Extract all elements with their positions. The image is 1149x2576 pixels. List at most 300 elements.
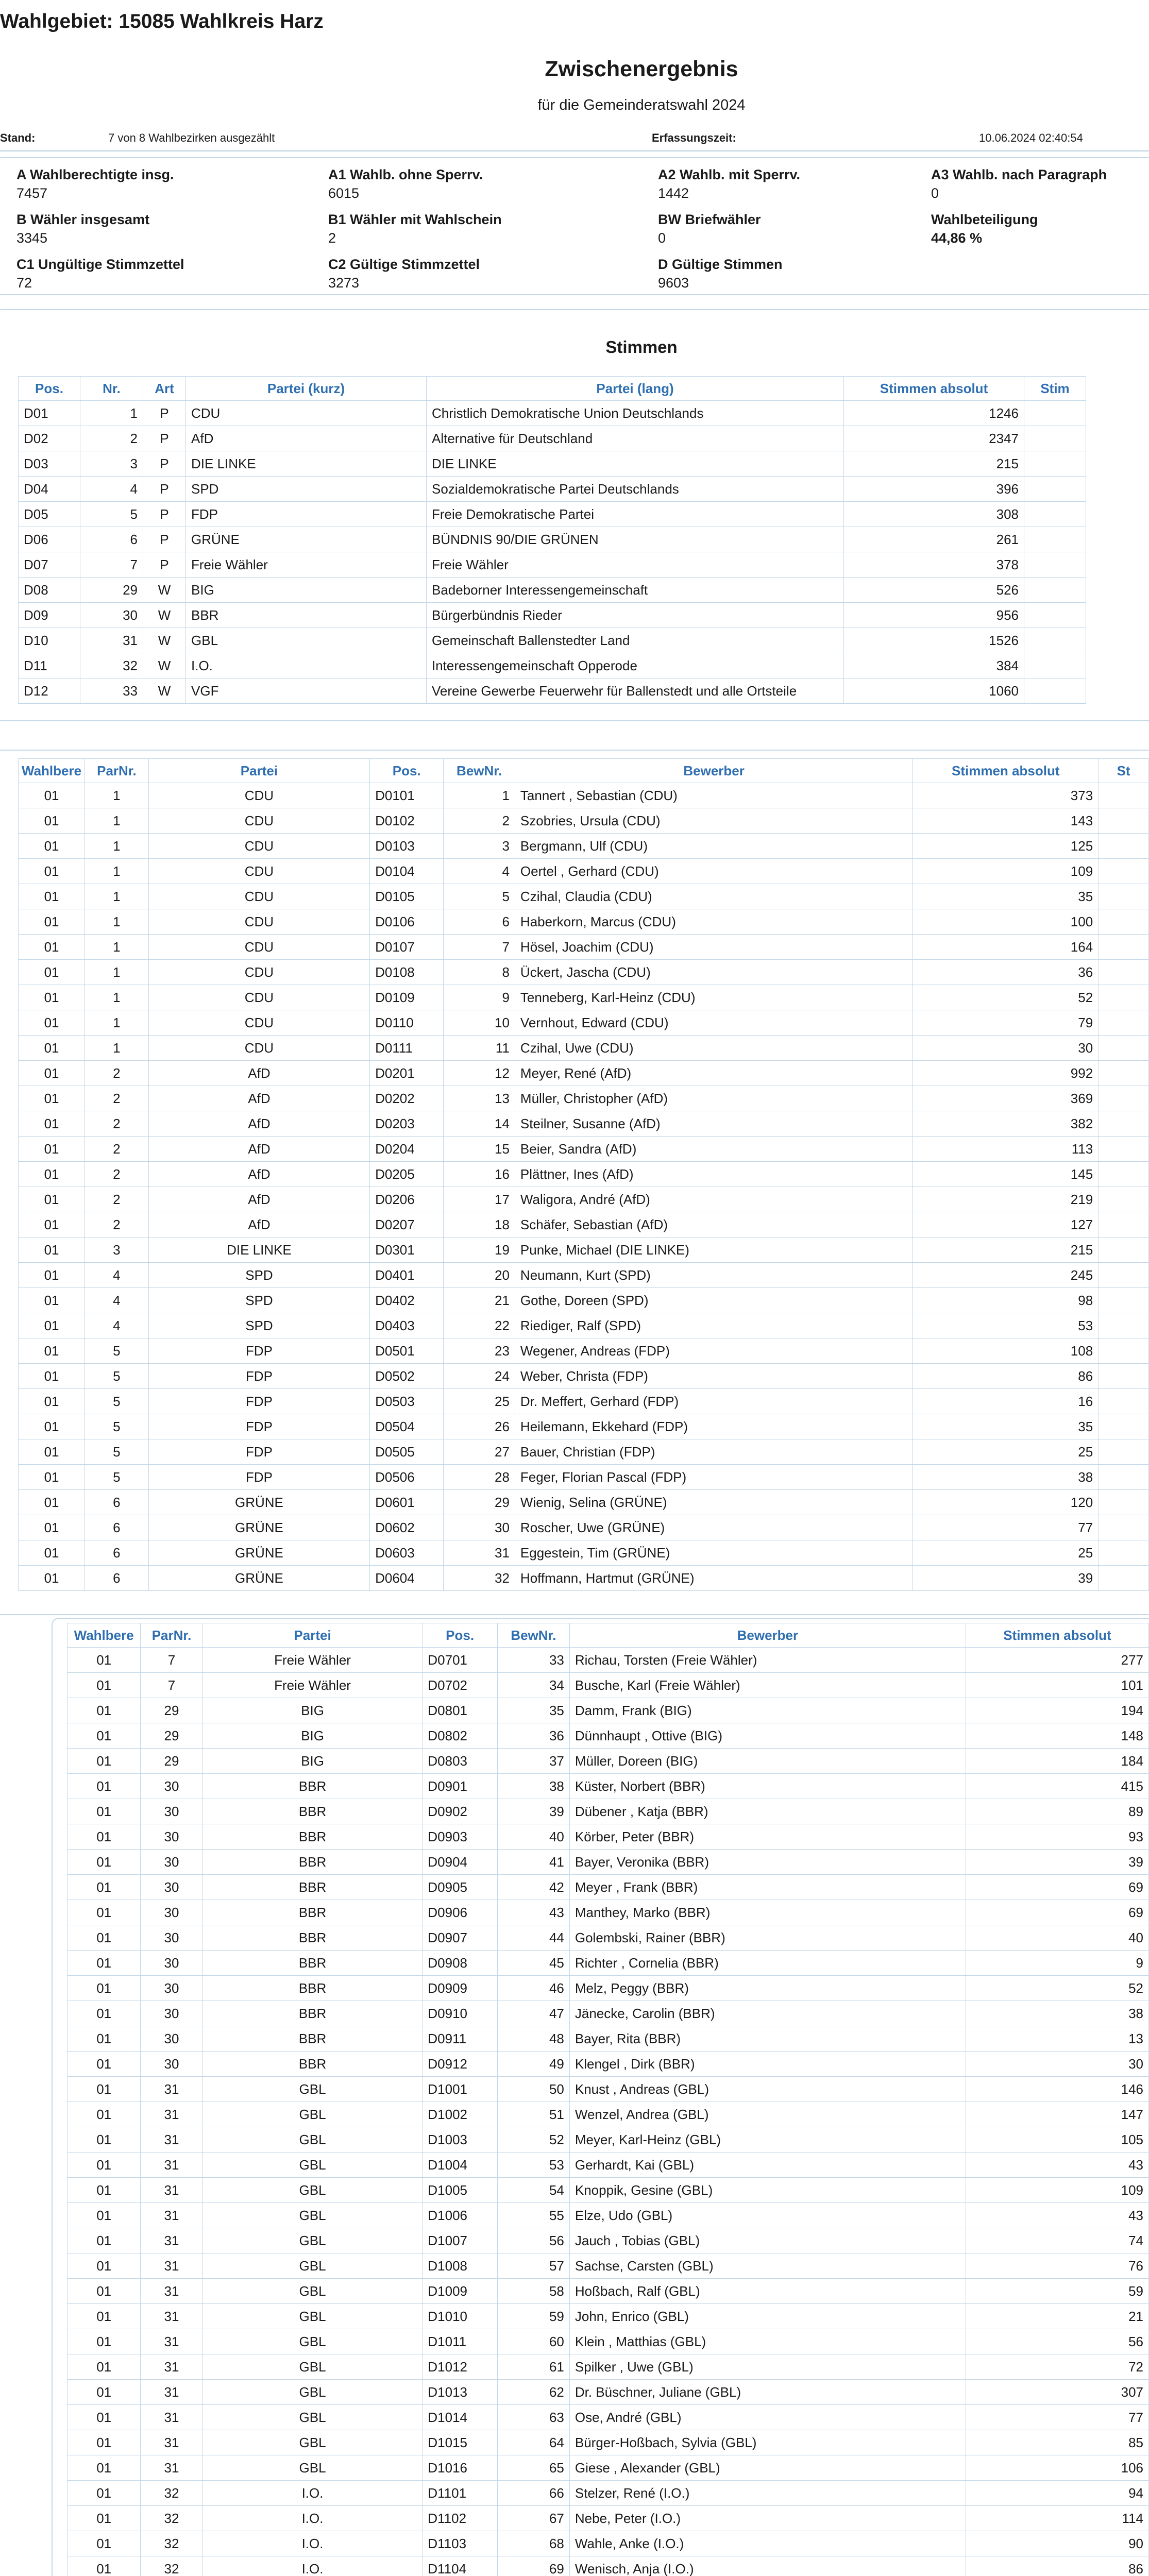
table-cell: Riediger, Ralf (SPD) bbox=[515, 1313, 913, 1338]
table-cell: 31 bbox=[141, 2178, 202, 2203]
table-cell: 8 bbox=[444, 960, 515, 985]
table-cell: GBL bbox=[202, 2178, 423, 2203]
table-cell: 127 bbox=[913, 1212, 1099, 1238]
table-row bbox=[19, 578, 1086, 603]
table-cell: D0108 bbox=[370, 960, 444, 985]
overview-label: B Wähler insgesamt bbox=[16, 212, 150, 227]
table-cell: Wahle, Anke (I.O.) bbox=[569, 2531, 966, 2556]
table-cell: 6 bbox=[85, 1490, 149, 1515]
overview-value: 0 bbox=[658, 230, 666, 246]
overview-cell bbox=[931, 165, 1149, 210]
overview-label: A2 Wahlb. mit Sperrv. bbox=[658, 167, 801, 182]
table-cell: 1 bbox=[85, 1010, 149, 1036]
table-cell: Freie Wähler bbox=[202, 1648, 423, 1673]
table-cell-empty bbox=[1099, 1490, 1149, 1515]
bewerber-table-1 bbox=[18, 758, 1149, 1591]
table-cell: D0602 bbox=[370, 1515, 444, 1540]
table-cell: 01 bbox=[67, 2178, 141, 2203]
table-cell: GBL bbox=[202, 2405, 423, 2430]
table-cell: DIE LINKE bbox=[186, 451, 427, 477]
column-header[interactable]: Wahlbere bbox=[67, 1623, 141, 1648]
table-cell: Tenneberg, Karl-Heinz (CDU) bbox=[515, 985, 913, 1010]
table-cell: 6 bbox=[80, 527, 143, 552]
table-cell: Bürgerbündnis Rieder bbox=[427, 603, 844, 628]
table-cell: GRÜNE bbox=[186, 527, 427, 552]
overview-cell bbox=[328, 165, 658, 210]
table-cell: 308 bbox=[844, 502, 1024, 527]
table-cell: D0109 bbox=[370, 985, 444, 1010]
table-cell: 32 bbox=[141, 2481, 202, 2506]
table-cell: 1 bbox=[85, 884, 149, 909]
table-cell: 50 bbox=[497, 2077, 569, 2102]
table-cell: 01 bbox=[67, 1875, 141, 1900]
column-header[interactable]: Stimmen absolut bbox=[913, 759, 1099, 783]
column-header[interactable]: Partei (lang) bbox=[427, 377, 844, 401]
table-cell: Sozialdemokratische Partei Deutschlands bbox=[427, 477, 844, 502]
table-cell: D10 bbox=[19, 628, 80, 653]
table-cell: 01 bbox=[67, 1900, 141, 1925]
table-cell: CDU bbox=[148, 935, 369, 960]
overview-cell bbox=[931, 255, 1149, 300]
table-cell: D1101 bbox=[423, 2481, 498, 2506]
table-cell: 1 bbox=[85, 985, 149, 1010]
table-cell: 01 bbox=[19, 1465, 85, 1490]
table-cell: 30 bbox=[444, 1515, 515, 1540]
table-cell: Czihal, Claudia (CDU) bbox=[515, 884, 913, 909]
table-cell: 01 bbox=[67, 2253, 141, 2279]
table-cell: Gemeinschaft Ballenstedter Land bbox=[427, 628, 844, 653]
column-header[interactable]: Wahlbere bbox=[19, 759, 85, 783]
table-cell: D0902 bbox=[423, 1799, 498, 1824]
table-cell: 13 bbox=[444, 1086, 515, 1111]
table-cell-empty bbox=[1099, 1540, 1149, 1566]
table-cell: Jänecke, Carolin (BBR) bbox=[569, 2001, 966, 2026]
table-cell: Stelzer, René (I.O.) bbox=[569, 2481, 966, 2506]
table-cell: 29 bbox=[141, 1723, 202, 1749]
table-cell-empty bbox=[1099, 859, 1149, 884]
table-cell-empty bbox=[1024, 502, 1086, 527]
table-cell: 31 bbox=[141, 2153, 202, 2178]
table-cell: SPD bbox=[186, 477, 427, 502]
table-cell: 86 bbox=[913, 1364, 1099, 1389]
table-cell: Szobries, Ursula (CDU) bbox=[515, 808, 913, 834]
table-cell: 39 bbox=[913, 1566, 1099, 1591]
table-row bbox=[67, 2405, 1149, 2430]
table-cell: 01 bbox=[67, 1951, 141, 1976]
table-cell: 48 bbox=[497, 2026, 569, 2052]
table-row bbox=[67, 2001, 1149, 2026]
table-row bbox=[19, 1414, 1149, 1439]
stand-value: 7 von 8 Wahlbezirken ausgezählt bbox=[108, 131, 275, 144]
table-cell: GBL bbox=[202, 2203, 423, 2228]
table-row bbox=[19, 1238, 1149, 1263]
table-cell: John, Enrico (GBL) bbox=[569, 2304, 966, 2329]
table-cell: BIG bbox=[202, 1698, 423, 1723]
overview-cell bbox=[658, 165, 931, 210]
table-cell: D1007 bbox=[423, 2228, 498, 2253]
column-header[interactable]: Pos. bbox=[370, 759, 444, 783]
table-cell: 01 bbox=[19, 985, 85, 1010]
table-cell: D0905 bbox=[423, 1875, 498, 1900]
table-cell: P bbox=[143, 401, 186, 426]
table-cell: VGF bbox=[186, 679, 427, 704]
table-cell: 63 bbox=[497, 2405, 569, 2430]
table-cell: AfD bbox=[148, 1162, 369, 1187]
table-cell: 148 bbox=[966, 1723, 1148, 1749]
table-cell: 74 bbox=[966, 2228, 1148, 2253]
table-cell: D0912 bbox=[423, 2052, 498, 2077]
table-cell: 415 bbox=[966, 1774, 1148, 1799]
table-cell: D0702 bbox=[423, 1673, 498, 1698]
table-cell: CDU bbox=[148, 834, 369, 859]
table-cell: 4 bbox=[85, 1288, 149, 1313]
overview-label: A Wahlberechtigte insg. bbox=[16, 167, 174, 182]
table-cell: I.O. bbox=[202, 2481, 423, 2506]
table-cell: Sachse, Carsten (GBL) bbox=[569, 2253, 966, 2279]
table-cell: 24 bbox=[444, 1364, 515, 1389]
table-cell: Czihal, Uwe (CDU) bbox=[515, 1036, 913, 1061]
table-cell: 384 bbox=[844, 653, 1024, 679]
stand-label: Stand: bbox=[0, 131, 36, 144]
table-cell: FDP bbox=[148, 1465, 369, 1490]
table-cell: 2347 bbox=[844, 426, 1024, 451]
column-header[interactable]: BewNr. bbox=[497, 1623, 569, 1648]
column-header[interactable]: Stim bbox=[1024, 377, 1086, 401]
table-cell: Bergmann, Ulf (CDU) bbox=[515, 834, 913, 859]
table-cell: 4 bbox=[85, 1313, 149, 1338]
table-cell: 10 bbox=[444, 1010, 515, 1036]
table-row bbox=[67, 1900, 1149, 1925]
column-header[interactable]: Partei bbox=[148, 759, 369, 783]
table-cell: D0906 bbox=[423, 1900, 498, 1925]
table-cell-empty bbox=[1099, 1338, 1149, 1364]
table-cell: 01 bbox=[67, 2380, 141, 2405]
table-cell: Oertel , Gerhard (CDU) bbox=[515, 859, 913, 884]
table-cell: 28 bbox=[444, 1465, 515, 1490]
table-cell: 31 bbox=[141, 2329, 202, 2354]
table-cell: 30 bbox=[141, 1875, 202, 1900]
table-cell-empty bbox=[1024, 451, 1086, 477]
table-cell: Roscher, Uwe (GRÜNE) bbox=[515, 1515, 913, 1540]
table-cell: 01 bbox=[19, 935, 85, 960]
table-cell: 57 bbox=[497, 2253, 569, 2279]
table-cell: Steilner, Susanne (AfD) bbox=[515, 1111, 913, 1137]
table-cell: 64 bbox=[497, 2430, 569, 2455]
table-cell: D12 bbox=[19, 679, 80, 704]
table-cell: 42 bbox=[497, 1875, 569, 1900]
table-row bbox=[19, 1036, 1149, 1061]
table-cell: DIE LINKE bbox=[148, 1238, 369, 1263]
table-cell: Knust , Andreas (GBL) bbox=[569, 2077, 966, 2102]
table-cell: Badeborner Interessengemeinschaft bbox=[427, 578, 844, 603]
table-cell: 01 bbox=[67, 1698, 141, 1723]
table-row bbox=[67, 2354, 1149, 2380]
table-cell: D0107 bbox=[370, 935, 444, 960]
table-cell: Bauer, Christian (FDP) bbox=[515, 1439, 913, 1465]
table-row bbox=[19, 1364, 1149, 1389]
table-cell: Klein , Matthias (GBL) bbox=[569, 2329, 966, 2354]
table-cell: 145 bbox=[913, 1162, 1099, 1187]
table-cell: 01 bbox=[19, 1414, 85, 1439]
table-cell: 31 bbox=[141, 2354, 202, 2380]
column-header[interactable]: Bewerber bbox=[515, 759, 913, 783]
table-cell: W bbox=[143, 679, 186, 704]
table-cell: D11 bbox=[19, 653, 80, 679]
table-cell: 01 bbox=[67, 1648, 141, 1673]
table-row bbox=[67, 1774, 1149, 1799]
table-cell: D0911 bbox=[423, 2026, 498, 2052]
table-cell: Damm, Frank (BIG) bbox=[569, 1698, 966, 1723]
column-header[interactable]: Pos. bbox=[19, 377, 80, 401]
table-cell: 1060 bbox=[844, 679, 1024, 704]
table-cell-empty bbox=[1099, 1288, 1149, 1313]
table-cell: D06 bbox=[19, 527, 80, 552]
table-cell: 01 bbox=[19, 1338, 85, 1364]
table-cell: D0301 bbox=[370, 1238, 444, 1263]
column-header[interactable]: ParNr. bbox=[85, 759, 149, 783]
table-cell: D0506 bbox=[370, 1465, 444, 1490]
overview-value: 1442 bbox=[658, 185, 689, 201]
table-cell: 2 bbox=[80, 426, 143, 451]
table-row bbox=[67, 1648, 1149, 1673]
table-row bbox=[19, 527, 1086, 552]
table-cell: D09 bbox=[19, 603, 80, 628]
table-row bbox=[19, 909, 1149, 935]
table-cell: 47 bbox=[497, 2001, 569, 2026]
table-cell: Eggestein, Tim (GRÜNE) bbox=[515, 1540, 913, 1566]
table-cell: 01 bbox=[19, 1010, 85, 1036]
table-cell: 38 bbox=[966, 2001, 1148, 2026]
table-cell: 12 bbox=[444, 1061, 515, 1086]
overview-value: 7457 bbox=[16, 185, 48, 201]
table-cell: 31 bbox=[141, 2102, 202, 2127]
table-cell: D0110 bbox=[370, 1010, 444, 1036]
table-cell: 109 bbox=[966, 2178, 1148, 2203]
table-cell: 25 bbox=[913, 1439, 1099, 1465]
table-cell: 2 bbox=[85, 1137, 149, 1162]
table-cell: 01 bbox=[67, 2430, 141, 2455]
table-cell: CDU bbox=[148, 1010, 369, 1036]
table-cell: 1526 bbox=[844, 628, 1024, 653]
table-cell: 2 bbox=[85, 1086, 149, 1111]
table-row bbox=[67, 2153, 1149, 2178]
table-cell-empty bbox=[1024, 653, 1086, 679]
column-header[interactable]: Bewerber bbox=[569, 1623, 966, 1648]
table-cell: 1 bbox=[85, 909, 149, 935]
column-header[interactable]: BewNr. bbox=[444, 759, 515, 783]
table-cell: 94 bbox=[966, 2481, 1148, 2506]
table-row bbox=[19, 1187, 1149, 1212]
table-cell: 01 bbox=[67, 2127, 141, 2153]
table-cell: 01 bbox=[67, 2001, 141, 2026]
table-cell: 01 bbox=[19, 884, 85, 909]
table-cell: FDP bbox=[148, 1414, 369, 1439]
table-cell: Gothe, Doreen (SPD) bbox=[515, 1288, 913, 1313]
table-cell: 01 bbox=[67, 2203, 141, 2228]
column-header[interactable]: St bbox=[1099, 759, 1149, 783]
column-header[interactable]: Nr. bbox=[80, 377, 143, 401]
table-cell: 32 bbox=[80, 653, 143, 679]
table-cell: Wenisch, Anja (I.O.) bbox=[569, 2556, 966, 2576]
table-row bbox=[19, 783, 1149, 808]
table-cell: 30 bbox=[141, 1900, 202, 1925]
table-cell: 109 bbox=[913, 859, 1099, 884]
table-cell: CDU bbox=[148, 1036, 369, 1061]
table-cell: D0206 bbox=[370, 1187, 444, 1212]
table-cell: Giese , Alexander (GBL) bbox=[569, 2455, 966, 2481]
table-cell: D0401 bbox=[370, 1263, 444, 1288]
column-header[interactable]: ParNr. bbox=[141, 1623, 202, 1648]
table-cell: 2 bbox=[85, 1111, 149, 1137]
table-cell: 01 bbox=[67, 2026, 141, 2052]
column-header[interactable]: Partei bbox=[202, 1623, 423, 1648]
table-cell: Hoßbach, Ralf (GBL) bbox=[569, 2279, 966, 2304]
table-cell: 164 bbox=[913, 935, 1099, 960]
table-cell: 31 bbox=[141, 2253, 202, 2279]
table-cell: 5 bbox=[85, 1338, 149, 1364]
table-cell: Interessengemeinschaft Opperode bbox=[427, 653, 844, 679]
table-cell: 01 bbox=[19, 1187, 85, 1212]
table-cell: BBR bbox=[202, 1875, 423, 1900]
table-cell: GBL bbox=[202, 2102, 423, 2127]
table-row bbox=[19, 1389, 1149, 1414]
table-cell: 72 bbox=[966, 2354, 1148, 2380]
table-cell: 40 bbox=[497, 1824, 569, 1850]
table-cell: 29 bbox=[141, 1749, 202, 1774]
table-cell: 7 bbox=[141, 1648, 202, 1673]
stimmen-table bbox=[18, 376, 1086, 704]
table-cell: 30 bbox=[141, 2052, 202, 2077]
table-cell: 2 bbox=[85, 1187, 149, 1212]
table-cell: 33 bbox=[80, 679, 143, 704]
table-cell: 3 bbox=[80, 451, 143, 477]
table-cell: 01 bbox=[67, 2153, 141, 2178]
table-cell: 125 bbox=[913, 834, 1099, 859]
table-cell: D02 bbox=[19, 426, 80, 451]
table-cell: 1 bbox=[444, 783, 515, 808]
table-cell: 45 bbox=[497, 1951, 569, 1976]
table-cell: D04 bbox=[19, 477, 80, 502]
column-header[interactable]: Stimmen absolut bbox=[844, 377, 1024, 401]
table-cell: CDU bbox=[148, 909, 369, 935]
table-cell: 59 bbox=[497, 2304, 569, 2329]
table-cell: 01 bbox=[67, 2228, 141, 2253]
table-cell: AfD bbox=[148, 1061, 369, 1086]
table-cell: BBR bbox=[202, 1850, 423, 1875]
table-cell: Schäfer, Sebastian (AfD) bbox=[515, 1212, 913, 1238]
table-cell: 53 bbox=[913, 1313, 1099, 1338]
table-row bbox=[19, 1086, 1149, 1111]
table-cell: D07 bbox=[19, 552, 80, 578]
table-cell: 16 bbox=[913, 1389, 1099, 1414]
table-cell: Haberkorn, Marcus (CDU) bbox=[515, 909, 913, 935]
table-cell: GRÜNE bbox=[148, 1515, 369, 1540]
table-cell: 30 bbox=[141, 1951, 202, 1976]
overview-cell bbox=[931, 210, 1149, 255]
table-cell: 105 bbox=[966, 2127, 1148, 2153]
header-divider bbox=[0, 150, 1149, 151]
table-cell: AfD bbox=[148, 1086, 369, 1111]
table-row bbox=[19, 935, 1149, 960]
table-cell: 2 bbox=[85, 1162, 149, 1187]
table-cell: 13 bbox=[966, 2026, 1148, 2052]
overview-label: D Gültige Stimmen bbox=[658, 257, 783, 272]
table-cell: D0102 bbox=[370, 808, 444, 834]
table-cell: D0201 bbox=[370, 1061, 444, 1086]
table-cell: 992 bbox=[913, 1061, 1099, 1086]
table-cell: D0909 bbox=[423, 1976, 498, 2001]
table-cell-empty bbox=[1024, 477, 1086, 502]
column-header[interactable]: Pos. bbox=[423, 1623, 498, 1648]
table-cell: I.O. bbox=[202, 2506, 423, 2531]
table-cell: 01 bbox=[19, 1086, 85, 1111]
table-cell: 37 bbox=[497, 1749, 569, 1774]
table-cell: 55 bbox=[497, 2203, 569, 2228]
overview-label: C1 Ungültige Stimmzettel bbox=[16, 257, 184, 272]
table-cell-empty bbox=[1024, 628, 1086, 653]
bewerber-table-2 bbox=[67, 1623, 1149, 2576]
table-cell: GRÜNE bbox=[148, 1490, 369, 1515]
table-row bbox=[67, 2506, 1149, 2531]
table-cell: 106 bbox=[966, 2455, 1148, 2481]
table-cell: GBL bbox=[202, 2228, 423, 2253]
table-row bbox=[19, 1465, 1149, 1490]
table-cell: 43 bbox=[497, 1900, 569, 1925]
table-cell: 31 bbox=[141, 2430, 202, 2455]
table-cell: 21 bbox=[444, 1288, 515, 1313]
table-cell: 30 bbox=[141, 2001, 202, 2026]
table-cell: 6 bbox=[444, 909, 515, 935]
table-cell: D1005 bbox=[423, 2178, 498, 2203]
table-cell: 01 bbox=[67, 2531, 141, 2556]
table-row bbox=[67, 1850, 1149, 1875]
column-header[interactable]: Stimmen absolut bbox=[966, 1623, 1148, 1648]
table-cell: BÜNDNIS 90/DIE GRÜNEN bbox=[427, 527, 844, 552]
table-cell: D1003 bbox=[423, 2127, 498, 2153]
table-cell: 01 bbox=[67, 1850, 141, 1875]
overview-cell bbox=[16, 165, 328, 210]
table-row bbox=[67, 1951, 1149, 1976]
table-cell: AfD bbox=[148, 1187, 369, 1212]
overview-cell bbox=[658, 255, 931, 300]
table-row bbox=[19, 1162, 1149, 1187]
table-cell: 52 bbox=[966, 1976, 1148, 2001]
table-cell: D1104 bbox=[423, 2556, 498, 2576]
table-cell: Meyer , Frank (BBR) bbox=[569, 1875, 966, 1900]
table-cell: 34 bbox=[497, 1673, 569, 1698]
table-cell-empty bbox=[1099, 1515, 1149, 1540]
column-header[interactable]: Partei (kurz) bbox=[186, 377, 427, 401]
table-cell: D0501 bbox=[370, 1338, 444, 1364]
table-cell-empty bbox=[1099, 1566, 1149, 1591]
table-cell: 26 bbox=[444, 1414, 515, 1439]
table-cell: 3 bbox=[85, 1238, 149, 1263]
table-cell: 30 bbox=[80, 603, 143, 628]
table-cell: FDP bbox=[148, 1338, 369, 1364]
table-cell: GBL bbox=[202, 2127, 423, 2153]
column-header[interactable]: Art bbox=[143, 377, 186, 401]
table-cell-empty bbox=[1099, 1439, 1149, 1465]
table-cell: 382 bbox=[913, 1111, 1099, 1137]
table-cell: Gerhardt, Kai (GBL) bbox=[569, 2153, 966, 2178]
table-cell: Vernhout, Edward (CDU) bbox=[515, 1010, 913, 1036]
table-cell: D0105 bbox=[370, 884, 444, 909]
table-row bbox=[19, 960, 1149, 985]
table-cell: W bbox=[143, 578, 186, 603]
table-cell: 219 bbox=[913, 1187, 1099, 1212]
table-cell: 32 bbox=[141, 2531, 202, 2556]
table-cell: Nebe, Peter (I.O.) bbox=[569, 2506, 966, 2531]
